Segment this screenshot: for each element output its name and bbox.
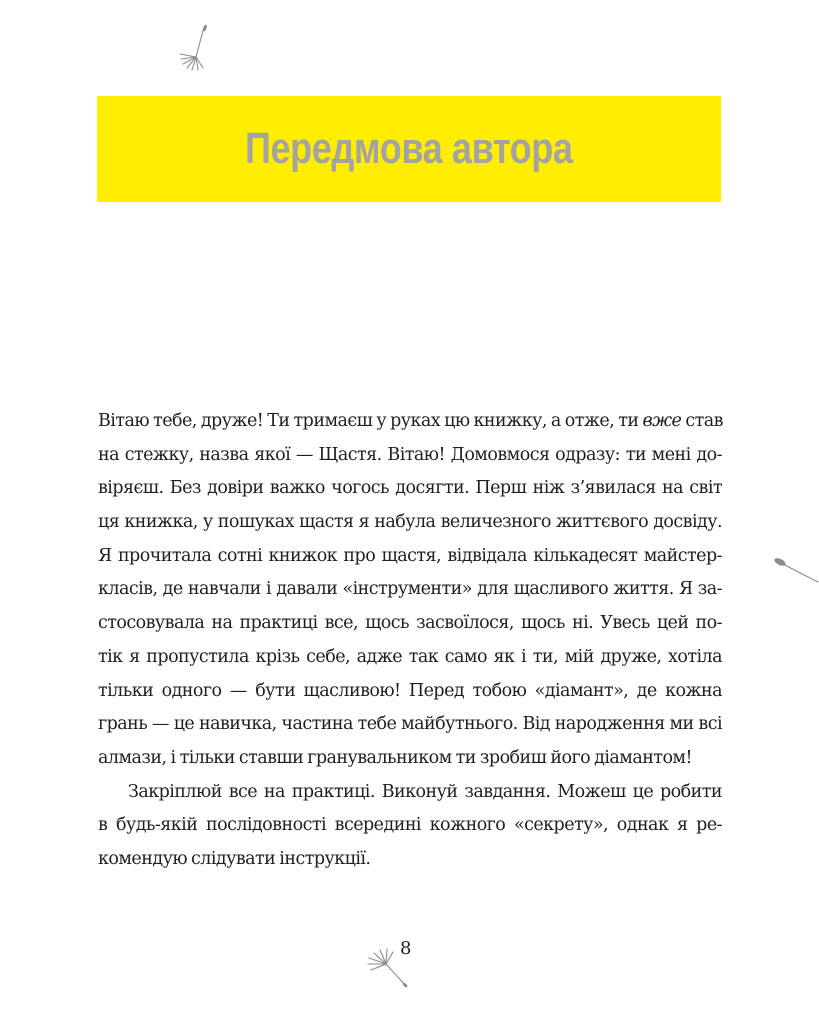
text-line: тільки одного — бути щасливою! Перед тобою «діамант», де кожна [98,680,722,701]
text-line: ця книжка, у пошуках щастя я набула величезного життєвого досвіду. [98,512,722,533]
dandelion-seed-icon [176,24,216,72]
text-line: грань — це навичка, частина тебе майбутнього. Від народження ми всі [98,714,722,735]
text-line: Я прочитала сотні книжок про щастя, відвідала кількадесят майстер- [98,545,722,566]
text-line: Вітаю тебе, друже! Ти тримаєш у руках цю книжку, а отже, ти вже став [98,411,723,431]
text-line: віряєш. Без довіри важко чогось досягти. Перш ніж з’явилася на світ [98,478,722,499]
text-line: на стежку, назва якої — Щастя. Вітаю! Домовмося одразу: ти мені до- [98,444,722,465]
page-number: 8 [400,938,412,959]
chapter-title: Передмова автора [245,124,573,173]
text-line: в будь-якій послідовності всередині кожного «секрету», однак я ре- [98,815,722,836]
emphasized-word: вже [642,411,682,431]
text-line: стосовувала на практиці все, щось засвоїлося, щось ні. Увесь цей по- [98,613,722,634]
text-line: класів, де навчали і давали «інструменти» для щасливого життя. Я за- [98,579,722,600]
body-text [98,405,722,877]
text-line: алмази, і тільки ставши гранувальником ти зробиш його діамантом! [98,747,692,768]
dandelion-seed-icon [772,554,819,590]
text-line: комендую слідувати інструкції. [98,848,371,869]
title-banner [97,96,721,202]
text-line: Закріплюй все на практиці. Виконуй завдання. Можеш це робити [128,781,722,802]
text-line: тік я пропустила крізь себе, адже так само як і ти, мій друже, хотіла [98,646,722,667]
